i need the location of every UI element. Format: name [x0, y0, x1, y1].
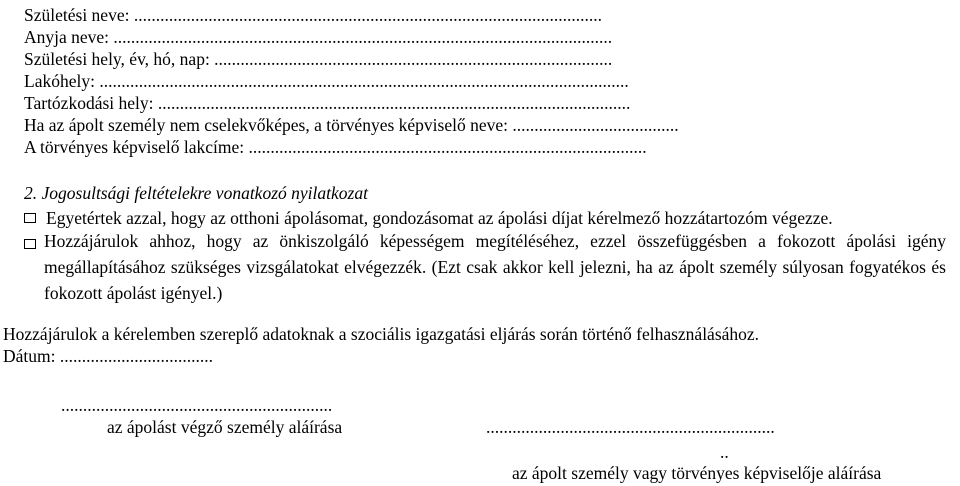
checkbox-consent-exam[interactable]: [24, 239, 36, 249]
right-signature-line: ..................................................................: [486, 417, 775, 437]
left-signature-label: az ápolást végző személy aláírása: [107, 417, 343, 437]
field-guardian-address: A törvényes képviselő lakcíme: ...........................................................................................: [24, 137, 647, 157]
field-birth-place: Születési hely, év, hó, nap: ...........................................................................................: [24, 49, 613, 69]
right-signature-dots: ..: [720, 442, 729, 462]
field-guardian-name: Ha az ápolt személy nem cselekvőképes, a törvényes képviselő neve: ......................................: [24, 115, 679, 135]
right-signature-label: az ápolt személy vagy törvényes képviselője aláírása: [512, 463, 882, 483]
option-consent-exam-text: Hozzájárulok ahhoz, hogy az önkiszolgáló képességem megítéléséhez, ezzel összefüggésben a fokozott ápolási igény megállapításához szükséges vizsgálatokat elvégezzék. (Ezt csak akkor kell jelezni, ha az ápolt személy súlyosan fogyatékos és fokozott ápolást igényel.): [44, 231, 946, 303]
field-address: Lakóhely: .........................................................................................................................: [24, 71, 629, 91]
consent-statement: Hozzájárulok a kérelemben szereplő adatoknak a szociális igazgatási eljárás során történő felhasználásához.: [3, 324, 760, 344]
date-field: Dátum: ...................................: [3, 346, 213, 366]
field-mother-name: Anyja neve: ..................................................................................................................: [24, 27, 613, 47]
field-residence: Tartózkodási hely: ............................................................................................................: [24, 93, 631, 113]
checkbox-agree[interactable]: [24, 213, 36, 223]
option-agree-row: [24, 207, 833, 229]
left-signature-line: ..............................................................: [61, 395, 333, 415]
field-birth-name: Születési neve: ...........................................................................................................: [24, 5, 602, 25]
option-agree-text: Egyetértek azzal, hogy az otthoni ápolásomat, gondozásomat az ápolási díjat kérelmező hozzátartozóm végezze.: [46, 208, 833, 228]
section-title: 2. Jogosultsági feltételekre vonatkozó nyilatkozat: [24, 183, 368, 203]
